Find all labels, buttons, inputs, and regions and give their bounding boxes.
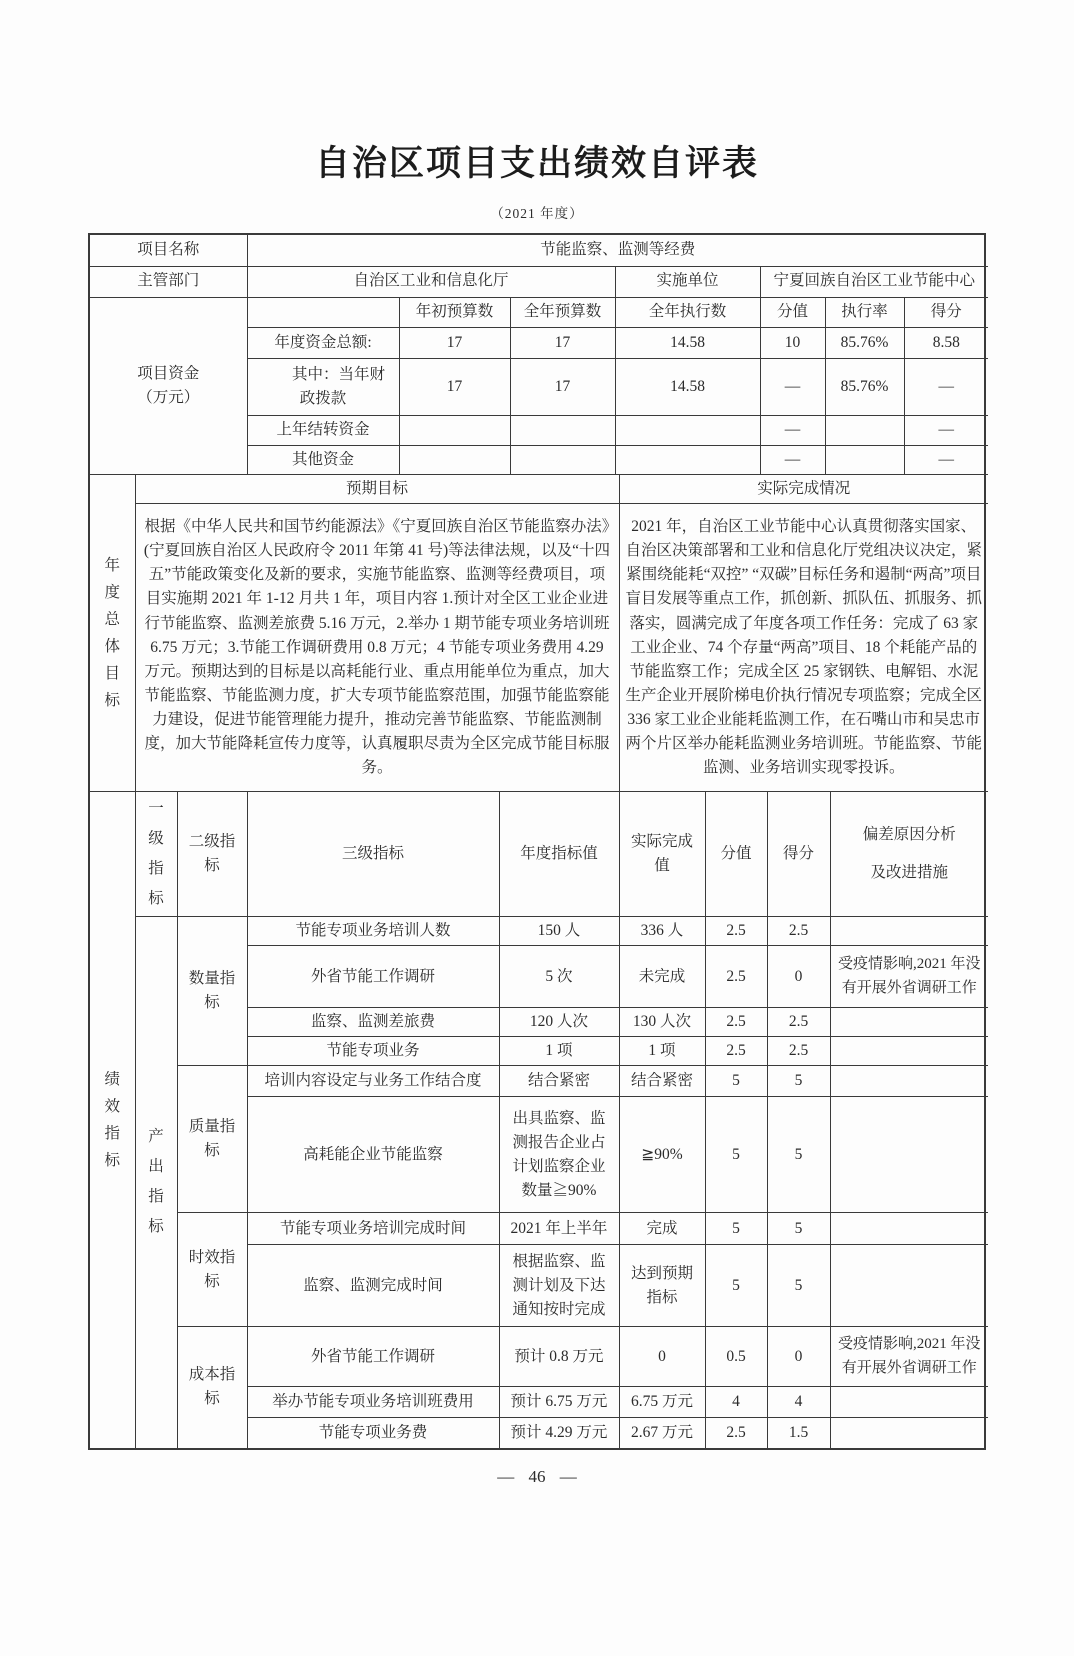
impl-unit-value: 宁夏回族自治区工业节能中心 bbox=[760, 266, 988, 297]
level3-header: 三级指标 bbox=[247, 792, 499, 917]
funding-weight: — bbox=[760, 446, 825, 475]
funding-header-row bbox=[90, 298, 988, 328]
expected-goal-header: 预期目标 bbox=[135, 475, 619, 504]
table-funding bbox=[90, 298, 988, 476]
funding-blank-header bbox=[247, 298, 399, 328]
annual-target-cell: 预计 4.29 万元 bbox=[499, 1418, 619, 1448]
group-cost-label: 成本指标 bbox=[177, 1327, 247, 1448]
weight-cell: 5 bbox=[705, 1213, 767, 1245]
score-cell: 1.5 bbox=[767, 1418, 830, 1448]
deviation-cell: 受疫情影响,2021 年没有开展外省调研工作 bbox=[830, 1327, 988, 1387]
level1-output-label: 产出指标 bbox=[135, 917, 177, 1448]
funding-annual: 17 bbox=[510, 359, 615, 416]
funding-header-rate: 执行率 bbox=[825, 298, 904, 328]
impl-unit-label: 实施单位 bbox=[615, 266, 760, 297]
deviation-cell bbox=[830, 1008, 988, 1037]
deviation-cell bbox=[830, 917, 988, 946]
weight-cell: 2.5 bbox=[705, 1008, 767, 1037]
weight-cell: 5 bbox=[705, 1066, 767, 1097]
score-cell: 5 bbox=[767, 1097, 830, 1213]
score-cell: 5 bbox=[767, 1245, 830, 1327]
funding-annual: 17 bbox=[510, 328, 615, 359]
funding-annual bbox=[510, 416, 615, 446]
annual-target-cell: 出具监察、监测报告企业占计划监察企业数量≧90% bbox=[499, 1097, 619, 1213]
indicator-header-row bbox=[90, 792, 988, 917]
deviation-cell bbox=[830, 1213, 988, 1245]
weight-header: 分值 bbox=[705, 792, 767, 917]
funding-initial: 17 bbox=[399, 359, 510, 416]
annual-target-cell: 根据监察、监测计划及下达通知按时完成 bbox=[499, 1245, 619, 1327]
funding-header-annual: 全年预算数 bbox=[510, 298, 615, 328]
indicator-row bbox=[90, 917, 988, 946]
funding-score: 8.58 bbox=[904, 328, 988, 359]
actual-value-cell: 达到预期指标 bbox=[619, 1245, 705, 1327]
annual-target-header: 年度指标值 bbox=[499, 792, 619, 917]
department-value: 自治区工业和信息化厅 bbox=[247, 266, 615, 297]
level3-cell: 节能专项业务培训完成时间 bbox=[247, 1213, 499, 1245]
department-row bbox=[90, 266, 988, 297]
level3-cell: 节能专项业务费 bbox=[247, 1418, 499, 1448]
funding-rate bbox=[825, 446, 904, 475]
funding-row-label: 年度资金总额: bbox=[247, 328, 399, 359]
deviation-cell bbox=[830, 1066, 988, 1097]
deviation-cell bbox=[830, 1387, 988, 1418]
indicators-side-label: 绩效指标 bbox=[90, 792, 135, 1448]
score-cell: 5 bbox=[767, 1066, 830, 1097]
funding-initial bbox=[399, 446, 510, 475]
weight-cell: 2.5 bbox=[705, 917, 767, 946]
weight-cell: 2.5 bbox=[705, 946, 767, 1008]
funding-side-label: 项目资金 （万元） bbox=[90, 298, 247, 475]
indicator-row bbox=[90, 1066, 988, 1097]
deviation-cell: 受疫情影响,2021 年没有开展外省调研工作 bbox=[830, 946, 988, 1008]
deviation-cell bbox=[830, 1245, 988, 1327]
annual-target-cell: 1 项 bbox=[499, 1037, 619, 1066]
funding-weight: — bbox=[760, 359, 825, 416]
funding-header-executed: 全年执行数 bbox=[615, 298, 760, 328]
annual-target-cell: 预计 0.8 万元 bbox=[499, 1327, 619, 1387]
funding-executed: 14.58 bbox=[615, 328, 760, 359]
actual-value-cell: 2.67 万元 bbox=[619, 1418, 705, 1448]
level1-header: 一级指标 bbox=[135, 792, 177, 917]
annual-target-cell: 结合紧密 bbox=[499, 1066, 619, 1097]
actual-value-cell: 130 人次 bbox=[619, 1008, 705, 1037]
goals-header-row bbox=[90, 475, 988, 504]
actual-value-header: 实际完成值 bbox=[619, 792, 705, 917]
annual-target-cell: 5 次 bbox=[499, 946, 619, 1008]
weight-cell: 0.5 bbox=[705, 1327, 767, 1387]
funding-header-initial: 年初预算数 bbox=[399, 298, 510, 328]
page-title: 自治区项目支出绩效自评表 bbox=[314, 144, 759, 183]
level3-cell: 监察、监测差旅费 bbox=[247, 1008, 499, 1037]
table-goals bbox=[90, 475, 988, 792]
deviation-cell bbox=[830, 1037, 988, 1066]
funding-executed bbox=[615, 446, 760, 475]
level3-cell: 外省节能工作调研 bbox=[247, 946, 499, 1008]
funding-score: — bbox=[904, 446, 988, 475]
goals-body-row bbox=[90, 504, 988, 792]
score-header: 得分 bbox=[767, 792, 830, 917]
goals-side-label: 年度总体目标 bbox=[90, 475, 135, 792]
actual-value-cell: 336 人 bbox=[619, 917, 705, 946]
funding-rate: 85.76% bbox=[825, 359, 904, 416]
level3-cell: 高耗能企业节能监察 bbox=[247, 1097, 499, 1213]
expected-goal-text: 根据《中华人民共和国节约能源法》《宁夏回族自治区节能监察办法》(宁夏回族自治区人民政府令 2011 年第 41 号)等法律法规，以及“十四五”节能政策变化及新的要求，实施节能监察、监测等经费项目，项目实施期 2021 年 1-12 月共 1 年，项目内容 1.预计对全区工业企业进行节能监察、监测差旅费 5.16 万元，2.举办 1 期节能专项业务培训班 6.75 万元；3.节能工作调研费用 0.8 万元；4 节能专项业务费用 4.29 万元。预期达到的目标是以高耗能行业、重点用能单位为重点，加大节能监察、节能监测力度，扩大专项节能监察范围，加强节能监察能力建设，促进节能管理能力提升，推动完善节能监察、节能监测制度，加大节能降耗宣传力度等，认真履职尽责为全区完成节能目标服务。 bbox=[135, 504, 619, 792]
funding-rate: 85.76% bbox=[825, 328, 904, 359]
actual-value-cell: 完成 bbox=[619, 1213, 705, 1245]
weight-cell: 5 bbox=[705, 1245, 767, 1327]
project-name-value: 节能监察、监测等经费 bbox=[247, 235, 988, 266]
annual-target-cell: 2021 年上半年 bbox=[499, 1213, 619, 1245]
deviation-header: 偏差原因分析及改进措施 bbox=[830, 792, 988, 917]
score-cell: 5 bbox=[767, 1213, 830, 1245]
funding-row-label: 上年结转资金 bbox=[247, 416, 399, 446]
level3-cell: 节能专项业务 bbox=[247, 1037, 499, 1066]
score-cell: 2.5 bbox=[767, 1037, 830, 1066]
level3-cell: 培训内容设定与业务工作结合度 bbox=[247, 1066, 499, 1097]
weight-cell: 2.5 bbox=[705, 1418, 767, 1448]
table-indicators bbox=[90, 792, 988, 1448]
level2-header: 二级指标 bbox=[177, 792, 247, 917]
funding-initial: 17 bbox=[399, 328, 510, 359]
project-name-row bbox=[90, 235, 988, 266]
funding-row-label: 其中：当年财政拨款 bbox=[247, 359, 399, 416]
funding-executed bbox=[615, 416, 760, 446]
level3-cell: 外省节能工作调研 bbox=[247, 1327, 499, 1387]
project-name-label: 项目名称 bbox=[90, 235, 247, 266]
table-identity bbox=[90, 235, 988, 298]
actual-value-cell: 6.75 万元 bbox=[619, 1387, 705, 1418]
weight-cell: 4 bbox=[705, 1387, 767, 1418]
score-cell: 0 bbox=[767, 946, 830, 1008]
score-cell: 0 bbox=[767, 1327, 830, 1387]
actual-value-cell: 未完成 bbox=[619, 946, 705, 1008]
funding-executed: 14.58 bbox=[615, 359, 760, 416]
weight-cell: 2.5 bbox=[705, 1037, 767, 1066]
actual-completion-text: 2021 年，自治区工业节能中心认真贯彻落实国家、自治区决策部署和工业和信息化厅党组决议决定，紧紧围绕能耗“双控” “双碳”目标任务和遏制“两高”项目盲目发展等重点工作，抓创新、抓队伍、抓服务、抓落实，圆满完成了年度各项工作任务：完成了 63 家工业企业、74 个存量“两高”项目、18 个耗能产品的节能监察工作；完成全区 25 家钢铁、电解铝、水泥生产企业开展阶梯电价执行情况专项监察；完成全区 336 家工业企业能耗监测工作，在石嘴山市和吴忠市两个片区举办能耗监测业务培训班。节能监察、节能监测、业务培训实现零投诉。 bbox=[619, 504, 988, 792]
funding-annual bbox=[510, 446, 615, 475]
level3-cell: 监察、监测完成时间 bbox=[247, 1245, 499, 1327]
funding-initial bbox=[399, 416, 510, 446]
actual-value-cell: 1 项 bbox=[619, 1037, 705, 1066]
actual-completion-header: 实际完成情况 bbox=[619, 475, 988, 504]
score-cell: 2.5 bbox=[767, 917, 830, 946]
funding-score: — bbox=[904, 416, 988, 446]
funding-score: — bbox=[904, 359, 988, 416]
level3-cell: 举办节能专项业务培训班费用 bbox=[247, 1387, 499, 1418]
annual-target-cell: 150 人 bbox=[499, 917, 619, 946]
page-subtitle: （2021 年度） bbox=[490, 206, 584, 221]
funding-row-label: 其他资金 bbox=[247, 446, 399, 475]
funding-header-score: 得分 bbox=[904, 298, 988, 328]
evaluation-table bbox=[88, 233, 986, 1450]
actual-value-cell: 0 bbox=[619, 1327, 705, 1387]
document-page bbox=[0, 136, 1074, 1656]
actual-value-cell: 结合紧密 bbox=[619, 1066, 705, 1097]
department-label: 主管部门 bbox=[90, 266, 247, 297]
page-number: — 46 — bbox=[497, 1466, 577, 1486]
actual-value-cell: ≧90% bbox=[619, 1097, 705, 1213]
indicator-row bbox=[90, 1327, 988, 1387]
score-cell: 2.5 bbox=[767, 1008, 830, 1037]
level3-cell: 节能专项业务培训人数 bbox=[247, 917, 499, 946]
annual-target-cell: 120 人次 bbox=[499, 1008, 619, 1037]
indicator-row bbox=[90, 1213, 988, 1245]
score-cell: 4 bbox=[767, 1387, 830, 1418]
deviation-cell bbox=[830, 1418, 988, 1448]
funding-rate bbox=[825, 416, 904, 446]
deviation-cell bbox=[830, 1097, 988, 1213]
group-quality-label: 质量指标 bbox=[177, 1066, 247, 1213]
funding-header-weight: 分值 bbox=[760, 298, 825, 328]
group-quantity-label: 数量指标 bbox=[177, 917, 247, 1066]
annual-target-cell: 预计 6.75 万元 bbox=[499, 1387, 619, 1418]
funding-weight: 10 bbox=[760, 328, 825, 359]
weight-cell: 5 bbox=[705, 1097, 767, 1213]
funding-weight: — bbox=[760, 416, 825, 446]
group-timeliness-label: 时效指标 bbox=[177, 1213, 247, 1327]
